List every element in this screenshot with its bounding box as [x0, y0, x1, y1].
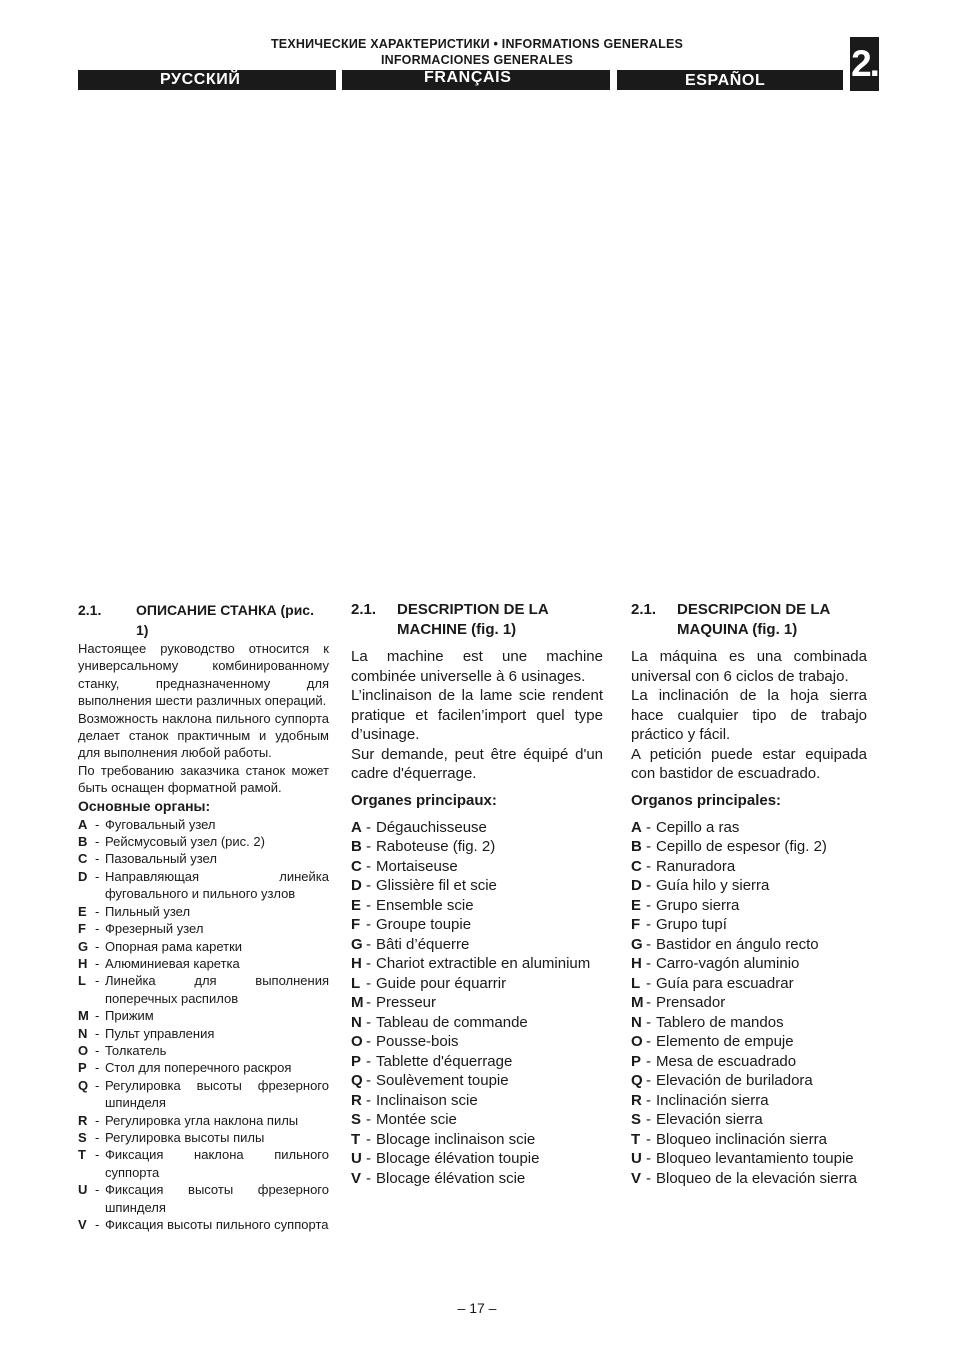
part-letter: E — [351, 896, 362, 914]
list-item — [631, 954, 867, 974]
dash: - — [366, 877, 371, 894]
paragraph: La machine est une machine combinée universelle à 6 usinages. — [351, 648, 603, 685]
part-letter: Q — [351, 1072, 363, 1089]
part-name: Cepillo a ras — [656, 818, 740, 836]
paragraph: La máquina es una combinada universal con 6 ciclos de trabajo. — [631, 648, 867, 685]
dash: - — [95, 1147, 100, 1163]
dash: - — [646, 935, 651, 953]
header-title-line1: ТЕХНИЧЕСКИЕ ХАРАКТЕРИСТИКИ • INFORMATIONS GENERALES — [270, 37, 684, 51]
part-letter: F — [78, 921, 86, 937]
part-name: Регулировка угла наклона пилы — [105, 1112, 299, 1128]
part-letter: B — [631, 838, 642, 855]
list-item — [78, 955, 329, 972]
dash: - — [646, 1013, 651, 1031]
dash: - — [366, 1111, 371, 1128]
paragraph: L’inclinaison de la lame scie rendent pratique et facilen’import quel type d’usinage. — [351, 687, 603, 743]
list-item — [351, 837, 603, 857]
language-bar-french: FRANÇAIS — [342, 70, 610, 90]
dash: - — [366, 1033, 371, 1050]
dash: - — [95, 1217, 100, 1232]
part-name: Регулировка высоты пилы — [105, 1129, 265, 1145]
parts-list — [351, 818, 603, 1189]
list-item — [78, 1077, 329, 1112]
list-item — [631, 974, 867, 994]
part-letter: L — [351, 974, 361, 992]
dash: - — [646, 916, 651, 933]
list-item — [78, 850, 329, 867]
dash: - — [366, 1091, 371, 1109]
dash: - — [646, 1072, 651, 1089]
list-item — [78, 903, 329, 920]
language-bar-russian: РУССКИЙ — [78, 70, 336, 90]
part-letter: N — [631, 1013, 642, 1031]
part-name: Raboteuse (fig. 2) — [376, 838, 496, 855]
dash: - — [646, 857, 651, 875]
dash: - — [366, 974, 371, 992]
part-letter: L — [631, 974, 641, 992]
list-item — [351, 1130, 603, 1150]
part-letter: V — [351, 1169, 362, 1187]
section-number: 2.1. — [351, 601, 377, 618]
part-letter: C — [78, 851, 88, 867]
list-item — [351, 1052, 603, 1072]
list-item — [631, 896, 867, 916]
dash: - — [95, 834, 100, 850]
dash: - — [366, 1013, 371, 1031]
part-name: Groupe toupie — [376, 916, 472, 933]
list-item — [351, 974, 603, 994]
section-heading — [351, 600, 603, 640]
part-letter: P — [351, 1052, 362, 1070]
part-letter: Q — [631, 1072, 643, 1089]
dash: - — [95, 1042, 100, 1058]
column-french — [351, 600, 603, 1188]
part-letter: G — [78, 938, 89, 954]
part-name: Pousse-bois — [376, 1033, 459, 1050]
part-name: Направляющая линейка фуговального и пильного узлов — [105, 868, 329, 902]
part-letter: V — [78, 1217, 87, 1232]
dash: - — [95, 955, 100, 971]
parts-list — [78, 816, 329, 1234]
part-letter: R — [78, 1112, 88, 1128]
dash: - — [95, 868, 100, 884]
list-item — [351, 954, 603, 974]
column-russian — [78, 600, 329, 1233]
part-name: Soulèvement toupie — [376, 1072, 509, 1089]
column-spanish — [631, 600, 867, 1188]
dash: - — [95, 1182, 100, 1198]
list-item — [351, 1013, 603, 1033]
part-letter: H — [631, 955, 642, 972]
part-letter: P — [78, 1060, 87, 1076]
list-item — [78, 1146, 329, 1181]
part-name: Толкатель — [105, 1042, 167, 1058]
part-letter: P — [631, 1052, 642, 1070]
list-item — [78, 833, 329, 850]
parts-heading: Основные органы: — [78, 797, 211, 814]
list-item — [631, 876, 867, 896]
list-item — [631, 1052, 867, 1072]
part-name: Bloqueo levantamiento toupie — [656, 1150, 854, 1167]
section-title: ОПИСАНИЕ СТАНКА (рис. 1) — [136, 602, 314, 638]
part-name: Tableau de commande — [376, 1013, 528, 1031]
part-letter: U — [78, 1182, 88, 1198]
part-letter: R — [631, 1091, 642, 1109]
part-name: Фуговальный узел — [105, 816, 216, 832]
section-title: DESCRIPCION DE LA MAQUINA (fig. 1) — [677, 601, 830, 638]
part-name: Cepillo de espesor (fig. 2) — [656, 838, 827, 855]
paragraph: Возможность наклона пильного суппорта делает станок практичным и удобным для выполнения любой работы. — [78, 710, 329, 761]
dash: - — [646, 974, 651, 992]
part-letter: S — [78, 1129, 87, 1145]
list-item — [351, 993, 603, 1013]
part-letter: G — [631, 935, 643, 953]
list-item — [631, 1130, 867, 1150]
dash: - — [95, 1008, 100, 1024]
list-item — [631, 1169, 867, 1189]
part-name: Presseur — [376, 994, 437, 1011]
part-name: Регулировка высоты фрезерного шпинделя — [105, 1077, 329, 1111]
list-item — [78, 1129, 329, 1146]
part-letter: T — [631, 1130, 641, 1148]
part-letter: H — [78, 955, 88, 971]
part-letter: M — [351, 994, 364, 1011]
list-item — [78, 1042, 329, 1059]
part-name: Dégauchisseuse — [376, 818, 487, 836]
part-name: Montée scie — [376, 1111, 457, 1128]
part-name: Guide pour équarrir — [376, 974, 507, 992]
part-name: Tablette d'équerrage — [376, 1052, 513, 1070]
list-item — [78, 972, 329, 1007]
part-letter: U — [351, 1150, 362, 1167]
paragraph: La inclinación de la hoja sierra hace cualquier tipo de trabajo práctico y fácil. — [631, 687, 867, 743]
dash: - — [366, 1130, 371, 1148]
part-letter: Q — [78, 1077, 89, 1093]
part-name: Grupo sierra — [656, 896, 740, 914]
list-item — [78, 1181, 329, 1216]
part-letter: A — [631, 818, 642, 836]
list-item — [351, 1071, 603, 1091]
part-letter: D — [351, 877, 362, 894]
header-title-line2: INFORMACIONES GENERALES — [380, 53, 574, 67]
parts-heading: Organos principales: — [631, 791, 782, 809]
dash: - — [646, 1130, 651, 1148]
part-letter: F — [631, 916, 641, 933]
dash: - — [646, 1150, 651, 1167]
part-name: Elevación sierra — [656, 1111, 763, 1128]
dash: - — [95, 851, 100, 867]
part-name: Рейсмусовый узел (рис. 2) — [105, 834, 265, 850]
part-name: Mesa de escuadrado — [656, 1052, 797, 1070]
list-item — [351, 935, 603, 955]
dash: - — [646, 818, 651, 836]
page-number: – 17 – — [457, 1300, 497, 1316]
part-letter: O — [631, 1033, 643, 1050]
part-letter: E — [631, 896, 642, 914]
paragraph: Настоящее руководство относится к универсальному комбинированному станку, предназначенному для выполнения шести различных операций. — [78, 641, 329, 709]
list-item — [631, 837, 867, 857]
part-letter: A — [78, 816, 88, 832]
part-letter: N — [351, 1013, 362, 1031]
part-name: Inclinaison scie — [376, 1091, 478, 1109]
list-item — [351, 1169, 603, 1189]
dash: - — [366, 896, 371, 914]
list-item — [78, 868, 329, 903]
list-item — [351, 1032, 603, 1052]
list-item — [78, 1112, 329, 1129]
part-name: Фрезерный узел — [105, 921, 204, 937]
part-name: Пазовальный узел — [105, 851, 217, 867]
part-name: Фиксация высоты пильного суппорта — [105, 1217, 329, 1232]
section-number: 2.1. — [631, 601, 657, 618]
dash: - — [366, 916, 371, 933]
list-item — [351, 857, 603, 877]
part-name: Bloqueo de la elevación sierra — [656, 1169, 857, 1187]
dash: - — [366, 1072, 371, 1089]
part-letter: B — [351, 838, 362, 855]
part-name: Blocage inclinaison scie — [376, 1130, 536, 1148]
part-letter: M — [631, 994, 644, 1011]
part-name: Пильный узел — [105, 903, 191, 919]
dash: - — [366, 1052, 371, 1070]
part-letter: V — [631, 1169, 642, 1187]
list-item — [631, 993, 867, 1013]
part-name: Фиксация наклона пильного суппорта — [105, 1147, 329, 1180]
dash: - — [95, 816, 100, 832]
part-name: Bloqueo inclinación sierra — [656, 1130, 827, 1148]
dash: - — [366, 857, 371, 875]
part-letter: S — [351, 1111, 362, 1128]
list-item — [78, 1216, 329, 1233]
paragraph: По требованию заказчика станок может быть оснащен форматной рамой. — [78, 762, 329, 796]
part-name: Mortaiseuse — [376, 857, 458, 875]
part-name: Blocage élévation scie — [376, 1169, 526, 1187]
list-item — [631, 818, 867, 838]
part-name: Ranuradora — [656, 857, 736, 875]
list-item — [78, 1059, 329, 1076]
part-name: Inclinación sierra — [656, 1091, 769, 1109]
part-letter: C — [351, 857, 362, 875]
dash: - — [646, 994, 651, 1011]
part-letter: M — [78, 1008, 89, 1024]
part-letter: O — [78, 1042, 89, 1058]
list-item — [351, 876, 603, 896]
dash: - — [95, 1129, 100, 1145]
section-title: DESCRIPTION DE LA MACHINE (fig. 1) — [397, 601, 549, 638]
list-item — [78, 920, 329, 937]
dash: - — [366, 818, 371, 836]
part-letter: G — [351, 935, 363, 953]
list-item — [78, 1007, 329, 1024]
part-name: Guía para escuadrar — [656, 974, 794, 992]
dash: - — [95, 1112, 100, 1128]
section-heading — [78, 600, 329, 640]
part-letter: T — [78, 1147, 86, 1163]
part-name: Алюминиевая каретка — [105, 955, 240, 971]
dash: - — [95, 973, 100, 989]
part-name: Bâti d’équerre — [376, 935, 470, 953]
dash: - — [646, 838, 651, 855]
part-name: Линейка для выполнения поперечных распилов — [105, 973, 329, 1006]
list-item — [631, 857, 867, 877]
part-name: Prensador — [656, 994, 726, 1011]
dash: - — [366, 1169, 371, 1187]
part-name: Carro-vagón aluminio — [656, 955, 800, 972]
dash: - — [366, 1150, 371, 1167]
list-item — [351, 818, 603, 838]
dash: - — [646, 877, 651, 894]
part-letter: H — [351, 955, 362, 972]
dash: - — [646, 1111, 651, 1128]
list-item — [631, 1032, 867, 1052]
part-letter: R — [351, 1091, 362, 1109]
list-item — [631, 1091, 867, 1111]
part-letter: O — [351, 1033, 363, 1050]
part-name: Прижим — [105, 1008, 154, 1024]
chapter-number-badge: 2. — [850, 37, 879, 91]
dash: - — [646, 896, 651, 914]
part-letter: A — [351, 818, 362, 836]
section-number: 2.1. — [78, 602, 102, 618]
dash: - — [646, 955, 651, 972]
part-letter: S — [631, 1111, 642, 1128]
part-name: Пульт управления — [105, 1025, 215, 1041]
list-item — [351, 896, 603, 916]
part-name: Guía hilo y sierra — [656, 877, 770, 894]
dash: - — [95, 921, 100, 937]
dash: - — [646, 1052, 651, 1070]
part-name: Bastidor en ángulo recto — [656, 935, 819, 953]
paragraph: A petición puede estar equipada con bastidor de escuadrado. — [631, 745, 867, 782]
part-name: Blocage élévation toupie — [376, 1150, 540, 1167]
dash: - — [95, 1060, 100, 1076]
parts-list — [631, 818, 867, 1189]
dash: - — [366, 838, 371, 855]
list-item — [351, 1110, 603, 1130]
part-name: Опорная рама каретки — [105, 938, 243, 954]
part-letter: B — [78, 834, 88, 850]
part-name: Elemento de empuje — [656, 1033, 794, 1050]
list-item — [631, 1149, 867, 1169]
dash: - — [646, 1033, 651, 1050]
dash: - — [95, 938, 100, 954]
list-item — [631, 915, 867, 935]
part-name: Ensemble scie — [376, 896, 474, 914]
list-item — [351, 1149, 603, 1169]
part-letter: L — [78, 973, 86, 989]
part-letter: E — [78, 903, 87, 919]
section-heading — [631, 600, 867, 640]
dash: - — [646, 1169, 651, 1187]
part-letter: D — [631, 877, 642, 894]
part-letter: N — [78, 1025, 88, 1041]
list-item — [631, 1013, 867, 1033]
part-letter: F — [351, 916, 361, 933]
language-bar-spanish: ESPAÑOL — [617, 70, 843, 90]
part-name: Tablero de mandos — [656, 1013, 784, 1031]
list-item — [78, 816, 329, 833]
dash: - — [95, 903, 100, 919]
part-letter: T — [351, 1130, 361, 1148]
part-letter: C — [631, 857, 642, 875]
dash: - — [366, 994, 371, 1011]
part-letter: D — [78, 868, 88, 884]
dash: - — [646, 1091, 651, 1109]
list-item — [78, 938, 329, 955]
list-item — [351, 915, 603, 935]
part-name: Elevación de buriladora — [656, 1072, 813, 1089]
part-name: Chariot extractible en aluminium — [376, 955, 591, 972]
part-name: Grupo tupí — [656, 916, 727, 933]
parts-heading: Organes principaux: — [351, 791, 497, 809]
dash: - — [366, 955, 371, 972]
dash: - — [95, 1025, 100, 1041]
list-item — [351, 1091, 603, 1111]
dash: - — [95, 1077, 100, 1093]
paragraph: Sur demande, peut être équipé d'un cadre d'équerrage. — [351, 745, 603, 782]
part-name: Фиксация высоты фрезерного шпинделя — [105, 1182, 329, 1215]
part-name: Стол для поперечного раскроя — [105, 1060, 292, 1076]
list-item — [631, 1071, 867, 1091]
list-item — [78, 1025, 329, 1042]
part-letter: U — [631, 1150, 642, 1167]
part-name: Glissière fil et scie — [376, 877, 497, 894]
dash: - — [366, 935, 371, 953]
list-item — [631, 1110, 867, 1130]
list-item — [631, 935, 867, 955]
